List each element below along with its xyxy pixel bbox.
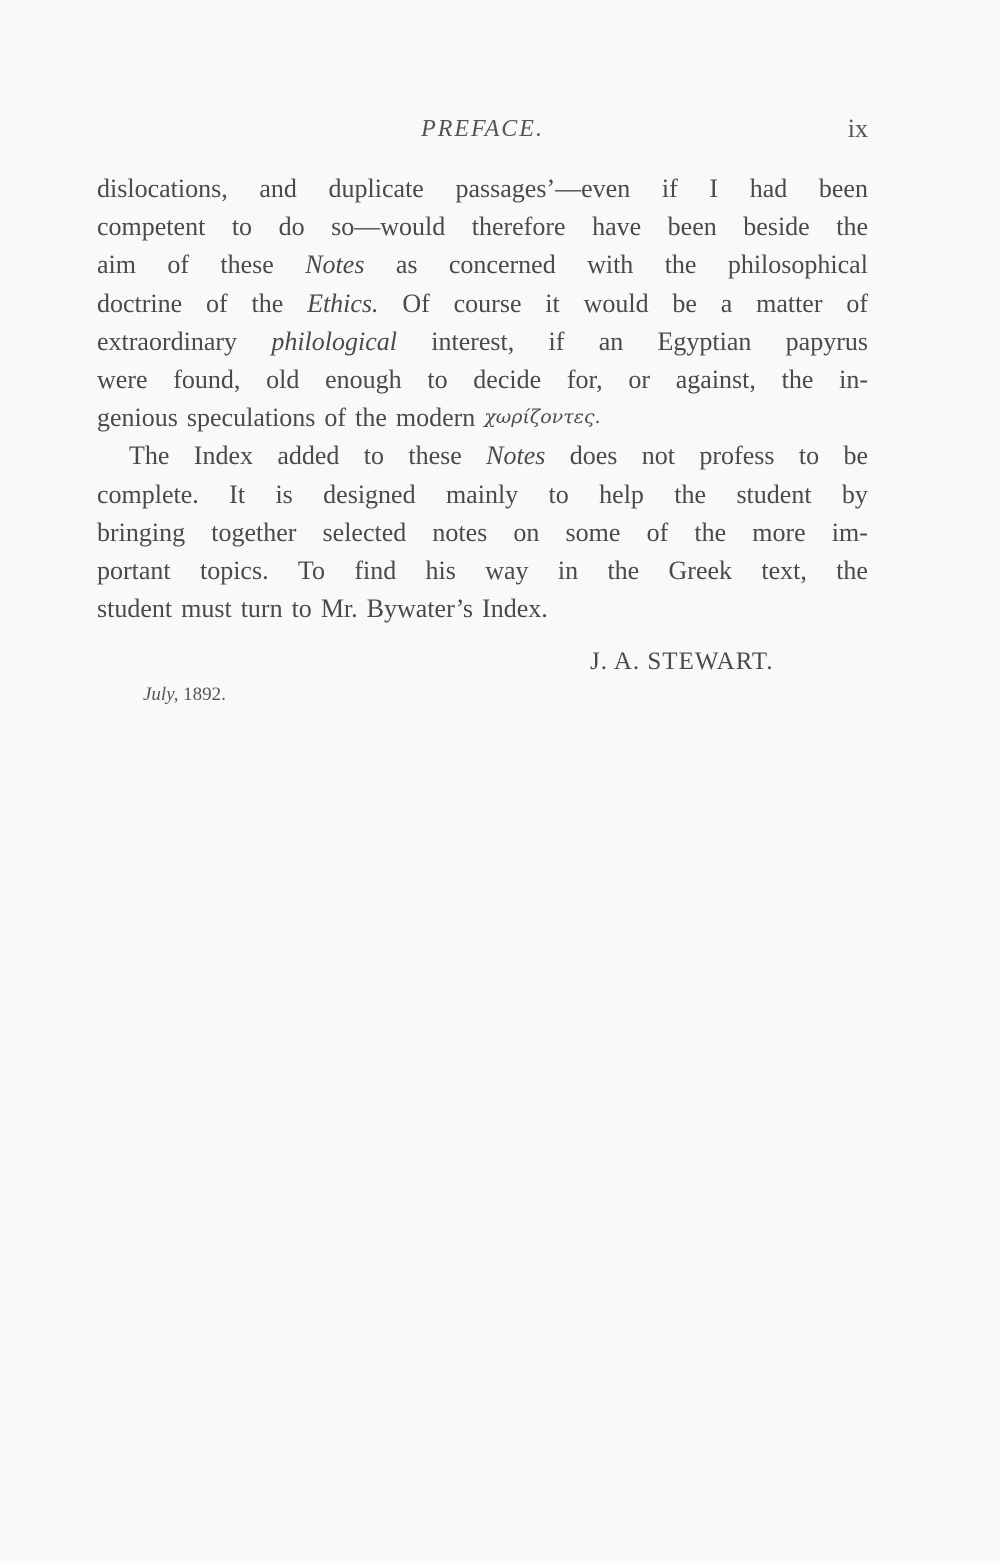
word: a — [720, 288, 733, 318]
word: does — [569, 441, 618, 471]
word: an — [598, 326, 624, 356]
dateline-year: 1892. — [183, 684, 226, 705]
word: to — [548, 479, 569, 509]
word: The — [129, 441, 170, 471]
word: profess — [699, 441, 775, 471]
word: topics. — [199, 555, 269, 585]
word: be — [843, 441, 868, 471]
word: decide — [473, 364, 542, 394]
word: student — [736, 479, 812, 509]
word: Of — [402, 288, 430, 318]
text-line — [97, 323, 868, 361]
word: of — [324, 403, 347, 433]
word: Bywater’s — [366, 594, 474, 624]
word: to — [291, 594, 312, 624]
word: against, — [675, 364, 756, 394]
word: genious — [97, 403, 178, 433]
word: if — [661, 174, 678, 203]
dateline — [143, 684, 226, 706]
word: dislocations, — [97, 174, 228, 203]
word: been — [667, 212, 717, 242]
word: in — [557, 555, 579, 585]
word: do — [278, 212, 305, 242]
word: concerned — [448, 250, 556, 280]
word: added — [277, 441, 340, 471]
word: found, — [173, 364, 241, 394]
word: with — [587, 250, 634, 280]
preface-body — [97, 170, 868, 628]
word: speculations — [186, 403, 316, 433]
dateline-month: July, — [143, 684, 179, 705]
word: Greek — [668, 555, 733, 585]
running-head — [97, 110, 868, 150]
word: the — [781, 364, 814, 394]
text-line — [97, 246, 868, 284]
word: find — [354, 555, 397, 585]
word: Index. — [482, 594, 548, 624]
word: competent — [97, 212, 206, 242]
author-signature: J. A. STEWART. — [590, 648, 774, 675]
word: the — [664, 250, 697, 280]
word: extraordinary — [97, 326, 238, 356]
word: duplicate — [328, 174, 424, 203]
word: his — [425, 555, 456, 585]
word: to — [798, 441, 820, 471]
word: to — [427, 364, 448, 394]
text-line — [97, 361, 868, 399]
word: to — [363, 441, 385, 471]
word: Notes — [486, 441, 546, 471]
text-line — [97, 437, 868, 475]
word: Mr. — [320, 594, 358, 624]
word: to — [231, 212, 253, 242]
word: or — [628, 364, 651, 394]
word: these — [408, 441, 462, 471]
word: of — [167, 250, 190, 280]
word: interest, — [431, 326, 515, 356]
word: some — [565, 517, 621, 547]
word: complete. — [97, 479, 199, 509]
word: the — [836, 555, 868, 585]
word: I — [709, 174, 719, 203]
word: im- — [831, 517, 868, 547]
word: in- — [839, 364, 868, 394]
text-line — [97, 170, 868, 208]
word: matter — [756, 288, 823, 318]
word: Ethics. — [307, 288, 379, 318]
word: bringing — [97, 517, 186, 547]
word: papyrus — [785, 326, 868, 356]
text-line — [97, 399, 868, 437]
word: of — [206, 288, 228, 318]
word: of — [846, 288, 868, 318]
word: text, — [761, 555, 807, 585]
word: It — [229, 479, 246, 509]
word: the — [694, 517, 727, 547]
running-title: PREFACE. — [421, 116, 544, 142]
word: these — [220, 250, 274, 280]
text-line — [97, 208, 868, 246]
word: therefore — [471, 212, 566, 242]
word: the — [355, 403, 387, 433]
word: turn — [240, 594, 283, 624]
text-line — [97, 590, 868, 628]
word: were — [97, 364, 148, 394]
word: way — [485, 555, 529, 585]
word: Index — [193, 441, 253, 471]
word: philosophical — [727, 250, 868, 280]
word: for, — [566, 364, 603, 394]
word: and — [259, 174, 297, 203]
greek-word: χωρίζοντες. — [484, 406, 601, 429]
word: on — [513, 517, 540, 547]
word: To — [297, 555, 325, 585]
text-line — [97, 285, 868, 323]
word: course — [453, 288, 522, 318]
word: modern — [395, 403, 476, 433]
word: be — [672, 288, 697, 318]
word: aim — [97, 250, 136, 280]
word: not — [641, 441, 676, 471]
word: help — [599, 479, 644, 509]
word: Notes — [305, 250, 365, 280]
word: old — [266, 364, 300, 394]
word: of — [646, 517, 669, 547]
text-line — [97, 552, 868, 590]
word: beside — [743, 212, 810, 242]
word: the — [251, 288, 284, 318]
word: had — [749, 174, 788, 203]
word: as — [395, 250, 418, 280]
word: together — [211, 517, 297, 547]
word: more — [752, 517, 806, 547]
word: if — [548, 326, 565, 356]
word: would — [583, 288, 649, 318]
word: selected — [322, 517, 407, 547]
text-line — [97, 514, 868, 552]
word: is — [275, 479, 293, 509]
word: must — [181, 594, 232, 624]
word: by — [841, 479, 868, 509]
word: mainly — [445, 479, 519, 509]
word: it — [545, 288, 560, 318]
word: have — [592, 212, 642, 242]
word: portant — [97, 555, 171, 585]
word: been — [818, 174, 868, 203]
word: designed — [323, 479, 416, 509]
word: doctrine — [97, 288, 183, 318]
word: the — [607, 555, 640, 585]
text-line — [97, 476, 868, 514]
word: the — [674, 479, 707, 509]
word: philological — [271, 326, 397, 356]
word: enough — [325, 364, 402, 394]
word: notes — [432, 517, 488, 547]
word: the — [836, 212, 868, 242]
page-number: ix — [847, 114, 868, 143]
word: student — [97, 594, 173, 624]
word: passages’—even — [455, 174, 631, 203]
word: Egyptian — [657, 326, 752, 356]
word: so—would — [331, 212, 446, 242]
